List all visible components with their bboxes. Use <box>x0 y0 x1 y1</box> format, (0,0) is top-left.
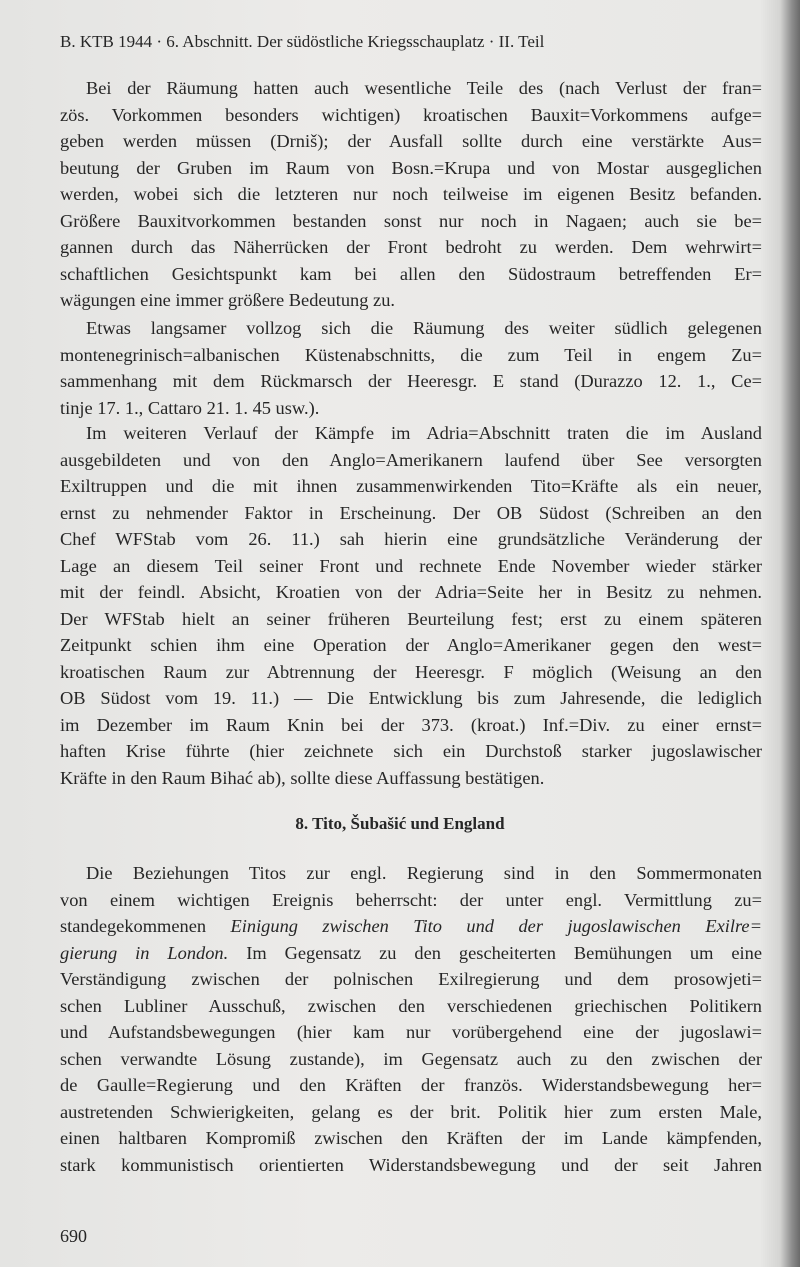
text-line: schen Lubliner Ausschuß, zwischen den verschiedenen griechischen Politikern <box>60 995 762 1016</box>
text-line: einen haltbaren Kompromiß zwischen den Kräften der im Lande kämpfenden, <box>60 1128 762 1148</box>
text-line: Zeitpunkt schien ihm eine Operation der Anglo=Amerikaner gegen den west= <box>60 635 762 655</box>
text-line: Lage an diesem Teil seiner Front und rechnete Ende November wieder stärker <box>60 555 762 576</box>
text-line: Exiltruppen und die mit ihnen zusammenwirkenden Tito=Kräfte als ein neuer, <box>60 476 762 496</box>
text-line: im Dezember im Raum Knin bei der 373. (kroat.) Inf.=Div. zu einer ernst= <box>60 714 762 735</box>
text-line: OB Südost vom 19. 11.) — Die Entwicklung bis zum Jahresende, die lediglich <box>60 688 762 708</box>
text-line: haften Krise führte (hier zeichnete sich ein Durchstoß starker jugoslawischer <box>60 741 762 761</box>
text-line: montenegrinisch=albanischen Küstenabschnitts, die zum Teil in engem Zu= <box>60 344 762 365</box>
text-line: und Aufstandsbewegungen (hier kam nur vorübergehend eine der jugoslawi= <box>60 1022 762 1042</box>
page-number: 690 <box>60 1226 87 1246</box>
text-line: Bei der Räumung hatten auch wesentliche Teile des (nach Verlust der fran= <box>86 78 762 98</box>
text-line: ausgebildeten und von den Anglo=Amerikanern laufend über See versorgten <box>60 449 762 470</box>
text-line: schaftlichen Gesichtspunkt kam bei allen den Südostraum betreffenden Er= <box>60 263 762 284</box>
text-line: Chef WFStab vom 26. 11.) sah hierin eine grundsätzliche Veränderung der <box>60 529 762 549</box>
text-line: Im weiteren Verlauf der Kämpfe im Adria=Abschnitt traten die im Ausland <box>86 423 762 443</box>
text-line: Größere Bauxitvorkommen bestanden sonst nur noch in Nagaen; auch sie be= <box>60 210 762 231</box>
text-line: kroatischen Raum zur Abtrennung der Heeresgr. F möglich (Weisung an den <box>60 661 762 682</box>
text-line: geben werden müssen (Drniš); der Ausfall sollte durch eine verstärkte Aus= <box>60 131 762 151</box>
text-line: mit der feindl. Absicht, Kroatien von der Adria=Seite her in Besitz zu nehmen. <box>60 582 762 602</box>
text-line: gannen durch das Näherrücken der Front bedroht zu werden. Dem wehrwirt= <box>60 237 762 257</box>
text-line <box>60 913 762 940</box>
section-heading: 8. Tito, Šubašić und England <box>295 814 505 833</box>
text-line: Verständigung zwischen der polnischen Exilregierung und dem prosowjeti= <box>60 969 762 989</box>
text-run: Im Gegensatz zu den gescheiterten Bemühungen um eine <box>228 942 763 963</box>
text-line: Der WFStab hielt an seiner früheren Beurteilung fest; erst zu einem späteren <box>60 608 762 629</box>
text-line: stark kommunistisch orientierten Widerstandsbewegung und der seit Jahren <box>60 1154 762 1175</box>
text-line: de Gaulle=Regierung und den Kräften der französ. Widerstandsbewegung her= <box>60 1075 762 1095</box>
paragraph-3 <box>60 420 762 791</box>
text-line: Kräfte in den Raum Bihać ab), sollte diese Auffassung bestätigen. <box>60 767 545 788</box>
text-line: beutung der Gruben im Raum von Bosn.=Krupa und von Mostar ausgeglichen <box>60 157 762 178</box>
text-line: tinje 17. 1., Cattaro 21. 1. 45 usw.). <box>60 397 320 418</box>
text-line: zös. Vorkommen besonders wichtigen) kroatischen Bauxit=Vorkommens aufge= <box>60 104 762 125</box>
paragraph-1 <box>60 75 762 314</box>
text-line: werden, wobei sich die letzteren nur noch teilweise im eigenen Besitz befanden. <box>60 184 762 204</box>
italic-text-run: gierung in London. <box>60 942 229 963</box>
text-line: von einem wichtigen Ereignis beherrscht: der unter engl. Vermittlung zu= <box>60 889 762 910</box>
text-line: ernst zu nehmender Faktor in Erscheinung. Der OB Südost (Schreiben an den <box>60 502 762 523</box>
italic-text-run: Einigung zwischen Tito und der jugoslawischen Exilre= <box>230 916 762 936</box>
text-run: standegekommenen <box>60 916 231 936</box>
text-line <box>60 940 762 967</box>
text-line: sammenhang mit dem Rückmarsch der Heeresgr. E stand (Durazzo 12. 1., Ce= <box>60 371 762 391</box>
running-header: B. KTB 1944 · 6. Abschnitt. Der südöstliche Kriegsschauplatz · II. Teil <box>60 32 545 51</box>
text-line: austretenden Schwierigkeiten, gelang es der brit. Politik hier zum ersten Male, <box>60 1101 762 1122</box>
text-line: schen verwandte Lösung zustande), im Gegensatz auch zu den zwischen der <box>60 1048 762 1069</box>
text-line: wägungen eine immer größere Bedeutung zu. <box>60 290 396 310</box>
paragraph-2 <box>60 315 762 421</box>
paragraph-4 <box>60 860 762 1178</box>
text-line: Etwas langsamer vollzog sich die Räumung des weiter südlich gelegenen <box>86 318 762 338</box>
text-line: Die Beziehungen Titos zur engl. Regierung sind in den Sommermonaten <box>86 863 762 883</box>
